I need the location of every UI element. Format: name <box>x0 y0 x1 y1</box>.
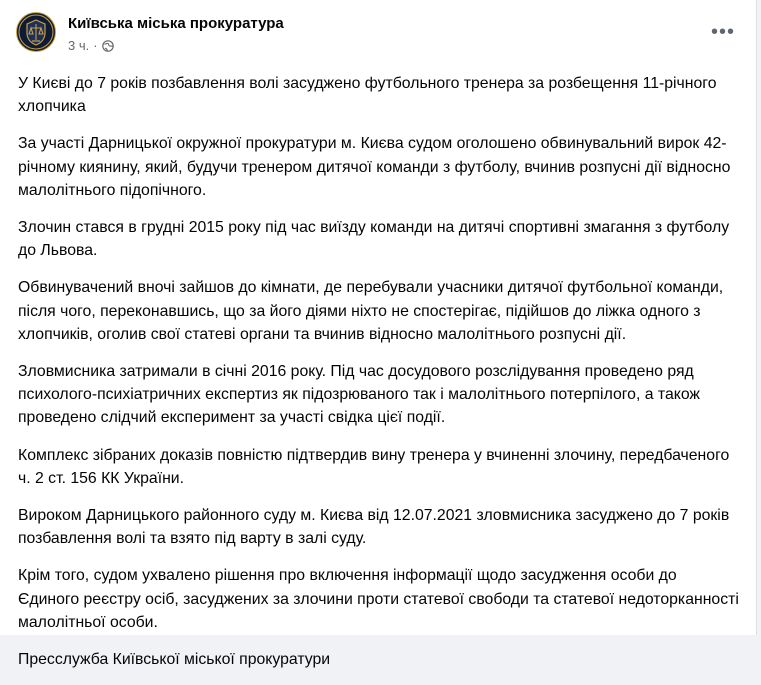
more-options-button[interactable] <box>705 18 741 46</box>
prosecutor-emblem-icon <box>17 13 55 51</box>
avatar[interactable] <box>16 12 56 52</box>
post-timestamp[interactable]: 3 ч. <box>68 38 90 53</box>
post-paragraph: Вироком Дарницького районного суду м. Києва від 12.07.2021 зловмисника засуджено до 7 років позбавлення волі та взято під варту в залі суду. <box>18 507 730 548</box>
post-paragraph: За участі Дарницької окружної прокуратури м. Києва судом оголошено обвинувальний вирок 42-річному киянину, який, будучи тренером дитячої команди з футболу, вчинив розпусні дії відносно малолітнього підопічного. <box>18 135 731 199</box>
post-paragraph: Зловмисника затримали в січні 2016 року. Під час досудового розслідування проведено ряд психолого-психіатричних експертиз як підозрюваного так і малолітнього потерпілого, а також проведено слідчий експеримент за участі свідка цієї події. <box>18 363 701 427</box>
post-paragraph: Обвинувачений вночі зайшов до кімнати, де перебували учасники дитячої футбольної команди, після чого, переконавшись, що за його діями ніхто не спостерігає, підійшов до ліжка одного з хлопчиків, оголив свої статеві органи та вчинив відносно малолітнього розпусні дії. <box>18 279 724 343</box>
post-paragraph: Крім того, судом ухвалено рішення про включення інформації щодо засудження особи до Єдиного реєстру осіб, засуджених за злочини проти статевої свободи та статевої недоторканності малолітньої особи. <box>18 567 739 631</box>
more-horizontal-icon: ••• <box>710 21 735 43</box>
post-paragraph: Пресслужба Київської міської прокуратури <box>18 651 331 669</box>
globe-icon[interactable] <box>102 40 114 52</box>
post-paragraph: У Києві до 7 років позбавлення волі засуджено футбольного тренера за розбещення 11-річного хлопчика <box>18 75 717 116</box>
post-paragraph: Злочин стався в грудні 2015 року під час виїзду команди на дитячі спортивні змагання з футболу до Львова. <box>18 219 730 260</box>
post-meta <box>68 38 114 53</box>
post-header <box>16 12 741 60</box>
page-name-link[interactable]: Київська міська прокуратура <box>68 15 284 32</box>
meta-separator: · <box>93 38 98 53</box>
post-paragraph: Комплекс зібраних доказів повністю підтвердив вину тренера у вчиненні злочину, передбаченого ч. 2 ст. 156 КК України. <box>18 446 730 487</box>
post-text <box>18 72 740 685</box>
